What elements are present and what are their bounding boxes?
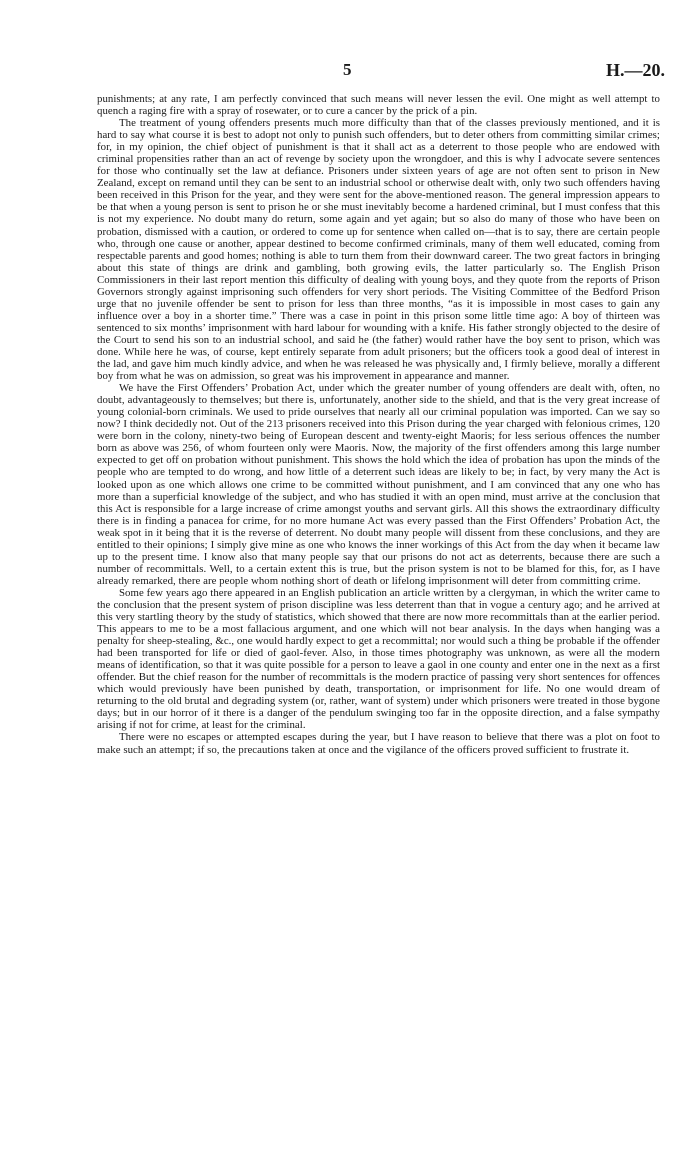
paragraph-probation-act: We have the First Offenders’ Probation Act, under which the greater number of young offenders are dealt with, often, no doubt, advantageously to themselves; but there is, unfortunately, another side to the shield, and that is the very great increase of young colonial-born criminals. We used to pride ourselves that nearly all our criminal population was imported. Can we say so now? I think decidedly not. Out of the 213 prisoners received into this Prison during the year charged with felonious crimes, 120 were born in the colony, ninety-two being of European descent and twenty-eight Maoris; for less serious offences the number born as above was 256, of whom fourteen only were Maoris. Now, the majority of the first offenders among this large number expected to get off on probation without punishment. This shows the hold which the idea of probation has upon the minds of the people who are tempted to do wrong, and how little of a deterrent such ideas are likely to be; in fact, by very many the Act is looked upon as one which allows one crime to be committed without punishment, and I am convinced that any one who has more than a superficial knowledge of the subject, and who has studied it with an open mind, must arrive at the conclusion that this Act is responsible for a large increase of crime amongst youths and servant girls. All this shows the extraordinary difficulty there is in finding a panacea for crime, for no more humane Act was every passed than the First Offenders’ Probation Act, the weak spot in it being that it is the reverse of deterrent. No doubt many people will dissent from these conclusions, and they are entitled to their opinions; I simply give mine as one who knows the inner workings of this Act from the day when it became law up to the present time. I know also that many people say that our prisons do not act as deterrents, because there are such a number of recommittals. Well, to a certain extent this is true, but the prison system is not to be blamed for this, for, as I have already remarked, there are people whom nothing short of death or lifelong imprisonment will deter from committing crime. — [97, 382, 660, 587]
paragraph-continuation: punishments; at any rate, I am perfectly convinced that such means will never lessen the evil. One might as well attempt to quench a raging fire with a spray of rosewater, or to cure a cancer by the prick of a pin. — [97, 93, 660, 118]
paragraph-young-offenders: The treatment of young offenders presents much more difficulty than that of the classes previously mentioned, and it is hard to say what course it is best to adopt not only to punish such offenders, but to deter others from committing similar crimes; for, in my opinion, the chief object of punishment is that it shall act as a deterrent to those people who are endowed with criminal propensities rather than an act of revenge by society upon the wrongdoer, and this is why I advocate severe sentences for those who continually set the law at defiance. Prisoners under sixteen years of age are not often sent to prison in New Zealand, except on remand until they can be sent to an industrial school or otherwise dealt with, only two such offenders having been received in this Prison for the year, and they were sent for the above-mentioned reason. The general impression appears to be that when a young person is sent to prison he or she must inevitably become a hardened criminal, but I must confess that this is not my experience. No doubt many do return, some again and yet again; but so also do many of those who have been on probation, dismissed with a caution, or ordered to come up for sentence when called on—that is to say, there are certain people who, through one cause or another, appear destined to become confirmed criminals, many of them well educated, coming from respectable parents and good homes; nothing is able to turn them from their downward career. The two great factors in bringing about this state of things are drink and gambling, both growing evils, the latter particularly so. The English Prison Commissioners in their last report mention this difficulty of dealing with young boys, and they quote from the reports of Prison Governors strongly against imprisoning such offenders for very short periods. The Visiting Committee of the Bedford Prison urge that no juvenile offender be sent to prison for less than three months, “as it is impossible in most cases to gain any influence over a boy in a shorter time.” There was a case in point in this prison some little time ago: A boy of thirteen was sentenced to six months’ imprisonment with hard labour for wounding with a knife. His father strongly objected to the desire of the Court to send his son to an industrial school, and said he (the father) would rather have the boy sent to prison, which was done. While here he was, of course, kept entirely separate from adult prisoners; but the officers took a good deal of interest in the lad, and gave him much kindly advice, and when he was released he was physically and, I firmly believe, morally a different boy from what he was on admission, so great was his improvement in appearance and manner. — [97, 117, 660, 383]
page-number: 5 — [343, 60, 352, 79]
document-reference: H.—20. — [605, 60, 665, 80]
body-text — [97, 93, 660, 756]
page-header — [95, 60, 665, 84]
paragraph-recommittals: Some few years ago there appeared in an English publication an article written by a clergyman, in which the writer came to the conclusion that the present system of prison discipline was less deterrent than that in vogue a century ago; and he arrived at this very startling theory by the study of statistics, which showed that there are now more recommittals than at the earlier period. This appears to me to be a most fallacious argument, and one which will not bear analysis. In the days when hanging was a penalty for sheep-stealing, &c., one would hardly expect to get a recommittal; nor would such a thing be probable if the offender had been transported for life or died of gaol-fever. Also, in those times photography was unknown, as were all the modern means of identification, so that it was quite possible for a person to leave a gaol in one county and enter one in the next as a first offender. But the chief reason for the number of recommittals is the modern practice of passing very short sentences for offences which would previously have been punished by death, transportation, or imprisonment for life. No one would dream of returning to the old brutal and degrading system (or, rather, want of system) under which prisoners were treated in those bygone days; but in our horror of it there is a danger of the pendulum swinging too far in the opposite direction, and a false sympathy arising if not for crime, at least for the criminal. — [97, 586, 660, 732]
paragraph-escapes: There were no escapes or attempted escapes during the year, but I have reason to believe that there was a plot on foot to make such an attempt; if so, the precautions taken at once and the vigilance of the officers proved sufficient to frustrate it. — [97, 731, 660, 756]
